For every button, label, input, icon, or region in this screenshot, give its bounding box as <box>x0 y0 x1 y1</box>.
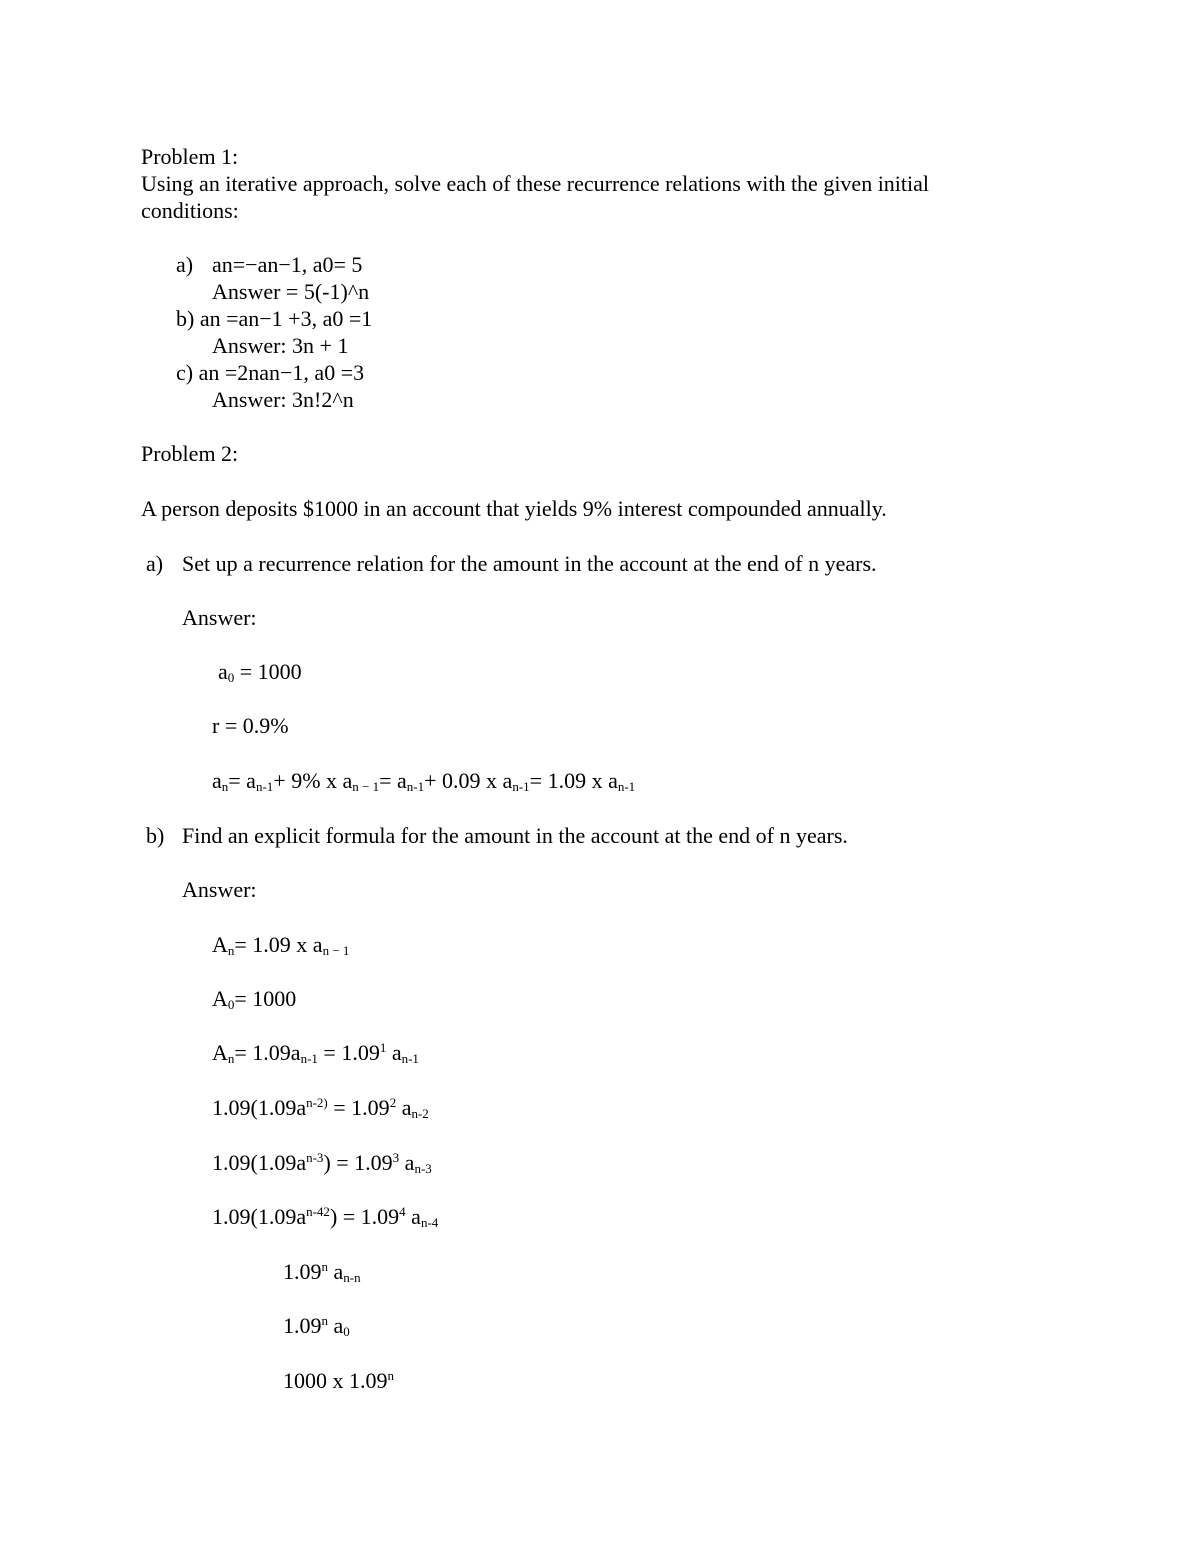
explicit-step-4 <box>212 1095 429 1121</box>
problem1-intro-line1: Using an iterative approach, solve each of these recurrence relations with the given initial <box>141 171 930 196</box>
eq-text: a <box>212 768 222 793</box>
problem2-a-question: Set up a recurrence relation for the amount in the account at the end of n years. <box>182 551 877 576</box>
eq-subscript: n-1 <box>512 779 530 794</box>
eq-text: A <box>212 986 228 1011</box>
problem2-a-label: a) <box>146 551 164 576</box>
problem2-b-answer-label: Answer: <box>182 877 257 902</box>
explicit-step-2 <box>212 986 296 1012</box>
problem1-c-answer: Answer: 3n!2^n <box>212 387 354 412</box>
explicit-step-5 <box>212 1150 432 1176</box>
eq-text: = 1000 <box>234 986 297 1011</box>
eq-subscript: n-2 <box>411 1106 429 1121</box>
initial-value-equation <box>218 659 302 685</box>
eq-superscript: n-3 <box>306 1150 324 1165</box>
eq-text: a <box>386 1040 402 1065</box>
problem1-a-answer: Answer = 5(-1)^n <box>212 279 370 304</box>
eq-text: A <box>212 932 228 957</box>
eq-text: 1.09 <box>283 1313 322 1338</box>
eq-text: 1.09 <box>283 1259 322 1284</box>
eq-superscript: 4 <box>399 1204 406 1219</box>
explicit-step-3 <box>212 1040 419 1066</box>
eq-text: 1.09(1.09a <box>212 1095 307 1120</box>
eq-superscript: n <box>321 1259 328 1274</box>
eq-text: = 1.09a <box>234 1040 301 1065</box>
eq-subscript: n-1 <box>255 779 274 794</box>
eq-subscript: n-n <box>343 1270 361 1285</box>
eq-text: = a <box>228 768 256 793</box>
eq-subscript: 0 <box>343 1324 350 1339</box>
eq-text: 1000 x 1.09 <box>283 1368 388 1393</box>
eq-superscript: n-42 <box>306 1204 330 1219</box>
eq-text: = 1.09 <box>317 1040 380 1065</box>
explicit-step-8 <box>283 1313 350 1339</box>
problem2-b-question: Find an explicit formula for the amount in the account at the end of n years. <box>182 823 848 848</box>
eq-text: = 1.09 x a <box>234 932 323 957</box>
eq-text: + 0.09 x a <box>424 768 513 793</box>
eq-superscript: 1 <box>379 1040 387 1055</box>
eq-subscript: n-3 <box>414 1161 432 1176</box>
problem1-a-expression: an=−an−1, a0= 5 <box>212 252 363 277</box>
problem1-b-answer: Answer: 3n + 1 <box>212 333 349 358</box>
eq-subscript: n − 1 <box>352 779 380 794</box>
eq-subscript: n <box>227 943 235 958</box>
eq-subscript: n-4 <box>420 1215 439 1230</box>
eq-text: = a <box>379 768 407 793</box>
eq-text: = 1.09 x a <box>529 768 618 793</box>
eq-text: ) = 1.09 <box>329 1204 400 1229</box>
problem1-c-expression: c) an =2nan−1, a0 =3 <box>176 360 365 385</box>
problem2-title: Problem 2: <box>141 441 239 466</box>
eq-subscript: n − 1 <box>322 943 350 958</box>
eq-subscript: 0 <box>227 997 235 1012</box>
problem1-a-label: a) <box>176 252 194 277</box>
eq-superscript: n <box>387 1368 394 1383</box>
eq-text: a <box>405 1204 421 1229</box>
problem1-b-expression: b) an =an−1 +3, a0 =1 <box>176 306 373 331</box>
eq-text: = 1000 <box>234 659 302 684</box>
eq-subscript: n <box>221 779 229 794</box>
eq-superscript: n <box>321 1313 328 1328</box>
eq-superscript: n-2) <box>306 1095 328 1110</box>
eq-text: = 1.09 <box>327 1095 390 1120</box>
eq-subscript: n-1 <box>401 1051 419 1066</box>
explicit-step-1 <box>212 932 349 958</box>
eq-subscript: 0 <box>227 670 235 685</box>
problem2-b-label: b) <box>146 823 165 848</box>
eq-subscript: n <box>227 1051 235 1066</box>
eq-text: 1.09(1.09a <box>212 1150 307 1175</box>
eq-subscript: n-1 <box>300 1051 318 1066</box>
explicit-formula-result <box>283 1368 394 1394</box>
eq-subscript: n-1 <box>406 779 425 794</box>
problem2-a-answer-label: Answer: <box>182 605 257 630</box>
explicit-step-6 <box>212 1204 438 1230</box>
eq-subscript: n-1 <box>617 779 636 794</box>
eq-text: + 9% x a <box>273 768 353 793</box>
eq-text: a <box>328 1313 344 1338</box>
eq-text: ) = 1.09 <box>323 1150 393 1175</box>
eq-text: 1.09(1.09a <box>212 1204 307 1229</box>
explicit-step-7 <box>283 1259 361 1285</box>
eq-text: a <box>399 1150 415 1175</box>
eq-superscript: 2 <box>389 1095 397 1110</box>
eq-text: a <box>396 1095 412 1120</box>
recurrence-equation <box>212 768 635 794</box>
eq-text: a <box>328 1259 344 1284</box>
eq-text: a <box>218 659 228 684</box>
eq-text: A <box>212 1040 228 1065</box>
problem2-statement: A person deposits $1000 in an account that yields 9% interest compounded annually. <box>141 496 887 521</box>
eq-superscript: 3 <box>392 1150 400 1165</box>
problem1-intro-line2: conditions: <box>141 198 239 223</box>
rate-line: r = 0.9% <box>212 713 289 738</box>
problem1-title: Problem 1: <box>141 144 239 169</box>
